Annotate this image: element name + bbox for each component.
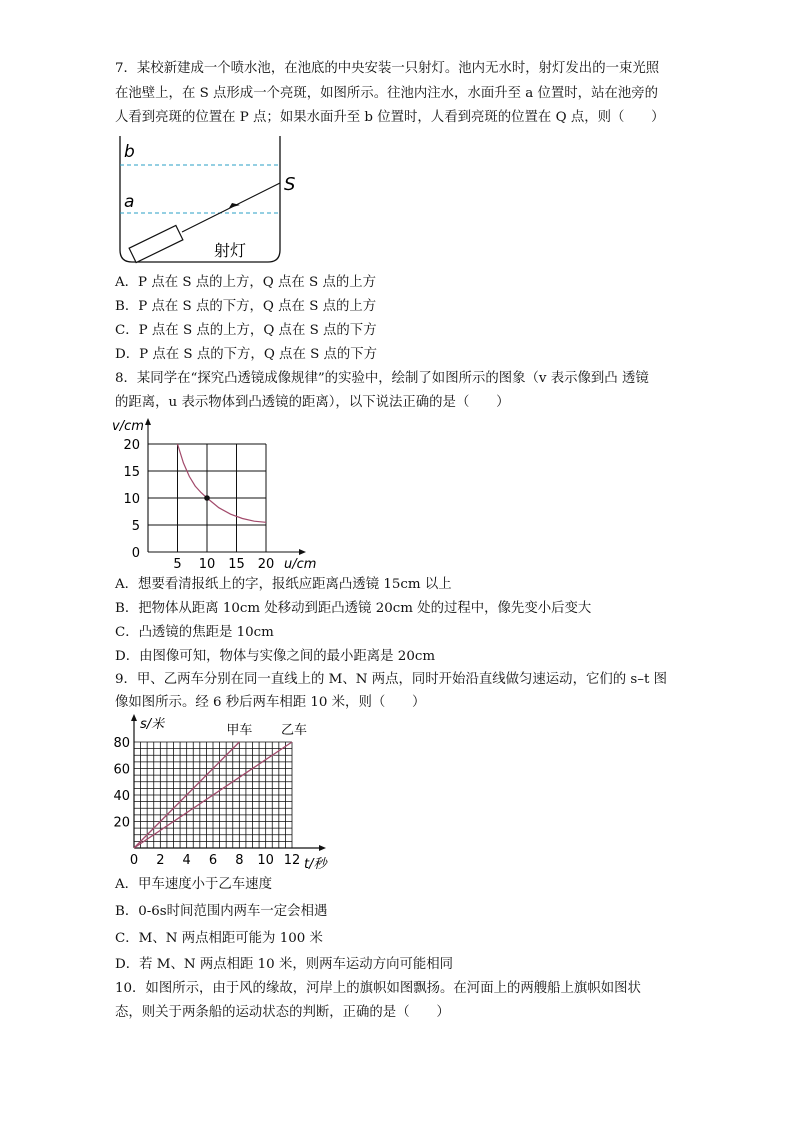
y-axis-arrow xyxy=(145,418,151,425)
x-tick-label: 8 xyxy=(235,853,244,868)
y-tick-label: 60 xyxy=(113,762,130,778)
q7-line-1: 7．某校新建成一个喷水池，在池底的中央安装一只射灯。池内无水时，射灯发出的一束光照 xyxy=(115,61,660,76)
q8-option-b: B．把物体从距离 10cm 处移动到距凸透镜 20cm 处的过程中，像先变小后变大 xyxy=(115,601,592,616)
q9-option-d: D．若 M、N 两点相距 10 米，则两车运动方向可能相同 xyxy=(115,957,454,972)
q7-option-b: B．P 点在 S 点的下方，Q 点在 S 点的上方 xyxy=(115,299,377,314)
x-tick-label: 6 xyxy=(208,853,218,868)
y-axis-label: s/米 xyxy=(140,717,165,732)
y-tick-label: 0 xyxy=(131,546,140,561)
x-tick-label: 5 xyxy=(173,557,182,572)
y-tick-label: 20 xyxy=(123,438,140,453)
st-graph xyxy=(112,712,342,872)
q9-option-c: C．M、N 两点相距可能为 100 米 xyxy=(115,931,323,946)
light-ray xyxy=(182,183,280,232)
x-axis-label: t/秒 xyxy=(304,857,327,872)
q7-option-d: D．P 点在 S 点的下方，Q 点在 S 点的下方 xyxy=(115,347,378,362)
x-tick-label: 10 xyxy=(198,557,216,572)
x-axis-arrow xyxy=(299,549,306,555)
x-tick-label: 0 xyxy=(129,853,139,868)
y-axis-arrow xyxy=(131,714,137,721)
series-label-1: 乙车 xyxy=(280,723,308,738)
q9-line-2: 像如图所示。经 6 秒后两车相距 10 米，则（ ） xyxy=(115,695,426,710)
series-curve xyxy=(178,444,267,522)
label-s: S xyxy=(284,174,296,195)
q8-option-a: A．想要看清报纸上的字，报纸应距离凸透镜 15cm 以上 xyxy=(115,577,452,592)
q9-line-1: 9．甲、乙两车分别在同一直线上的 M、N 两点，同时开始沿直线做匀速运动，它们的 s–t 图 xyxy=(115,672,667,687)
x-tick-label: 10 xyxy=(257,853,274,868)
y-axis-label: v/cm xyxy=(112,419,144,434)
q9-option-a: A．甲车速度小于乙车速度 xyxy=(115,877,272,892)
series-label-0: 甲车 xyxy=(226,723,253,738)
q9-option-b: B．0-6s时间范围内两车一定会相遇 xyxy=(115,904,328,919)
q7-option-a: A．P 点在 S 点的上方，Q 点在 S 点的上方 xyxy=(115,275,377,290)
y-tick-label: 80 xyxy=(113,736,130,751)
q8-option-d: D．由图像可知，物体与实像之间的最小距离是 20cm xyxy=(115,649,436,664)
x-tick-label: 15 xyxy=(228,557,245,572)
marked-point xyxy=(204,495,210,501)
q7-line-3: 人看到亮斑的位置在 P 点；如果水面升至 b 位置时，人看到亮斑的位置在 Q 点，则（ ） xyxy=(115,110,665,125)
q10-line-2: 态，则关于两条船的运动状态的判断，正确的是（ ） xyxy=(115,1005,450,1020)
y-tick-label: 20 xyxy=(113,815,130,831)
label-a: a xyxy=(124,192,135,212)
q7-line-2: 在池壁上，在 S 点形成一个亮斑，如图所示。往池内注水，水面升至 a 位置时，站在池旁的 xyxy=(115,86,659,101)
y-tick-label: 5 xyxy=(131,519,140,534)
lens-graph xyxy=(112,414,332,574)
y-tick-label: 40 xyxy=(113,789,130,804)
y-tick-label: 15 xyxy=(123,465,140,480)
q8-option-c: C．凸透镜的焦距是 10cm xyxy=(115,625,274,640)
x-axis-arrow xyxy=(319,845,326,851)
y-tick-label: 10 xyxy=(123,492,140,507)
x-tick-label: 2 xyxy=(156,853,165,868)
q7-option-c: C．P 点在 S 点的上方，Q 点在 S 点的下方 xyxy=(115,323,377,338)
x-tick-label: 20 xyxy=(257,557,275,572)
q10-line-1: 10．如图所示，由于风的缘故，河岸上的旗帜如图飘扬。在河面上的两艘船上旗帜如图状 xyxy=(115,981,641,996)
pool-figure xyxy=(112,132,312,267)
x-tick-label: 12 xyxy=(283,853,301,868)
spotlight xyxy=(129,225,183,262)
q8-line-1: 8．某同学在“探究凸透镜成像规律”的实验中，绘制了如图所示的图象（v 表示像到凸 透镜 xyxy=(115,371,649,386)
label-b: b xyxy=(124,142,135,162)
q8-line-2: 的距离，u 表示物体到凸透镜的距离），以下说法正确的是（ ） xyxy=(115,395,510,410)
x-tick-label: 4 xyxy=(182,853,191,868)
x-axis-label: u/cm xyxy=(284,557,317,572)
label-lamp: 射灯 xyxy=(214,241,247,260)
